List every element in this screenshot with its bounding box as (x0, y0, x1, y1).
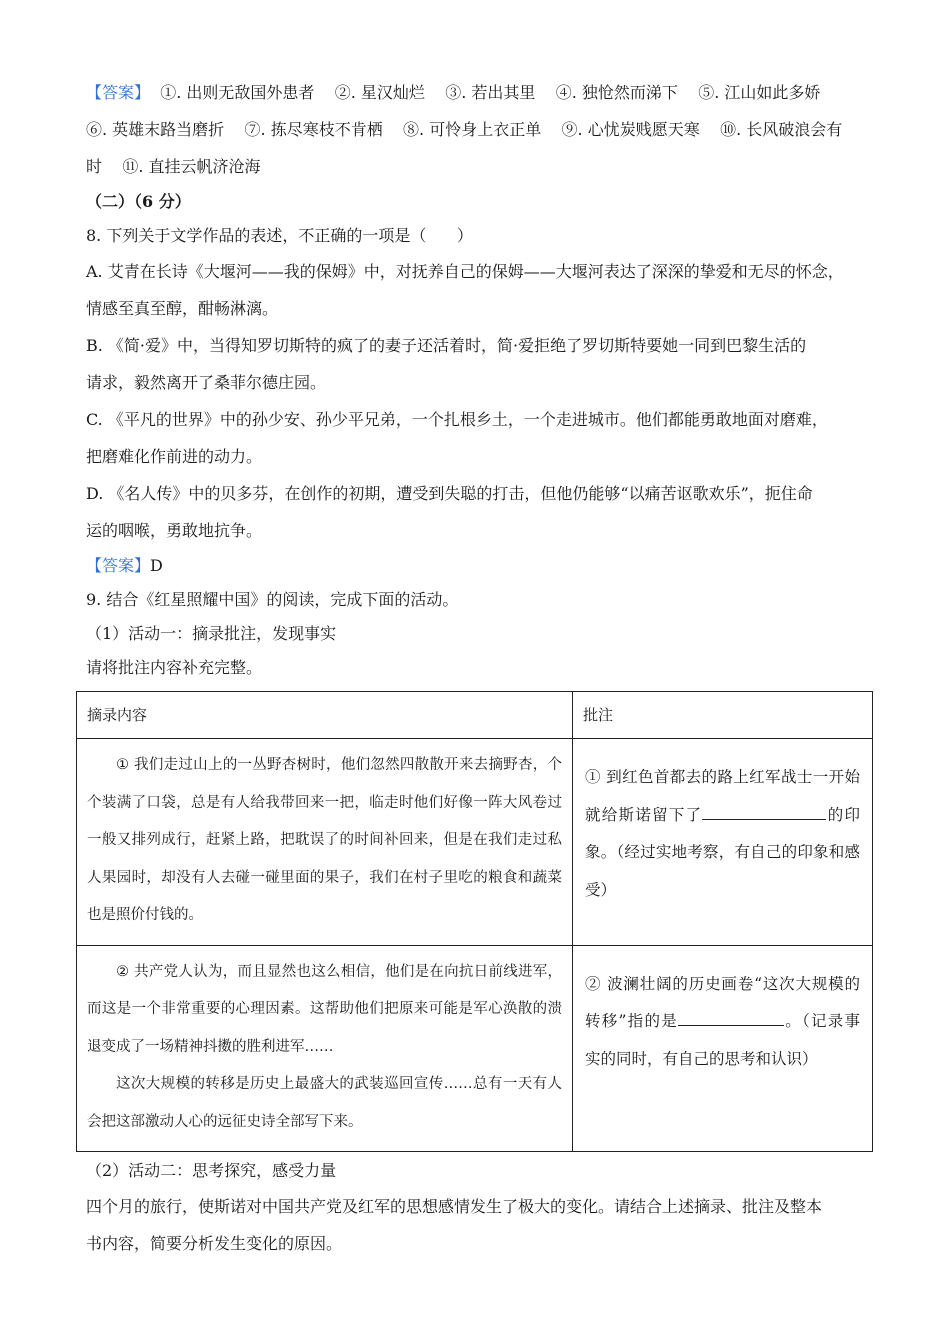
header-excerpt: 摘录内容 (77, 692, 573, 739)
question-8-option-a-line-1: A. 艾青在长诗《大堰河——我的保姆》中，对抚养自己的保姆——大堰河表达了深深的挚爱和无尽的怀念， (86, 262, 844, 281)
note-2-text (585, 966, 860, 1079)
question-9-activity-2-line-2: 书内容，简要分析发生变化的原因。 (86, 1234, 343, 1253)
question-8-option-d-line-1: D. 《名人传》中的贝多芬，在创作的初期，遭受到失聪的打击，但他仍能够“以痛苦讴歌欢乐”，扼住命 (86, 484, 813, 503)
header-note: 批注 (573, 692, 873, 739)
excerpt-cell-1 (77, 739, 573, 946)
question-9-activity-1: （1）活动一：摘录批注，发现事实 (86, 624, 337, 643)
answer-tag: 【答案】 (86, 556, 151, 575)
fill-blank-1[interactable] (702, 801, 826, 820)
question-8-option-b-line-2: 请求，毅然离开了桑菲尔德庄园。 (86, 373, 327, 392)
section-title: （二）（6 分） (86, 192, 191, 211)
document-page (86, 74, 872, 1262)
note-1-before: ① 到红色首都去的路上红军战士一开始就给斯诺留下了 (585, 768, 860, 824)
table-row (77, 739, 873, 946)
question-8-option-c-line-2: 把磨难化作前进的动力。 (86, 447, 263, 466)
question-9-stem: 9. 结合《红星照耀中国》的阅读，完成下面的活动。 (86, 590, 459, 609)
question-8-option-a-line-2: 情感至真至醇，酣畅淋漓。 (86, 299, 279, 318)
answer-7-line-2: ⑥. 英雄末路当磨折 ⑦. 拣尽寒枝不肯栖 ⑧. 可怜身上衣正单 ⑨. 心忧炭贱愿天寒 ⑩. 长风破浪会有 (86, 120, 843, 139)
fill-blank-2[interactable] (678, 1007, 784, 1026)
note-2-before: ② 波澜壮阔的历史画卷“这次大规模的转移”指的是 (585, 974, 860, 1030)
question-8-answer-value: D (150, 556, 163, 575)
question-9-activity-2-line-1: 四个月的旅行，使斯诺对中国共产党及红军的思想感情发生了极大的变化。请结合上述摘录、批注及整本 (86, 1197, 823, 1216)
answer-7-line-1 (86, 74, 872, 111)
annotation-table-wrapper (76, 691, 872, 1152)
question-9-instruction: 请将批注内容补充完整。 (86, 658, 263, 677)
question-8-option-d-line-2: 运的咽喉，勇敢地抗争。 (86, 521, 263, 540)
question-8-option-b-line-1: B. 《简·爱》中，当得知罗切斯特的疯了的妻子还活着时，简·爱拒绝了罗切斯特要她一同到巴黎生活的 (86, 336, 807, 355)
question-9-activity-2: （2）活动二：思考探究，感受力量 (86, 1161, 337, 1180)
note-2-after: 。（记录事实的同时，有自己的思考和认识） (585, 1012, 860, 1068)
answer-7-line-3: 时 ⑪. 直挂云帆济沧海 (86, 157, 261, 176)
answer-tag: 【答案】 (86, 83, 151, 102)
note-1-after: 的印象。（经过实地考察，有自己的印象和感受） (585, 805, 860, 899)
question-8-answer (86, 549, 872, 583)
excerpt-2-paragraph-2: 这次大规模的转移是历史上最盛大的武装巡回宣传……总有一天有人会把这部激动人心的远征史诗全部写下来。 (87, 1076, 562, 1130)
note-cell-2 (573, 945, 873, 1152)
table-row (77, 945, 873, 1152)
table-header-row (77, 692, 873, 739)
question-8-option-c-line-1: C. 《平凡的世界》中的孙少安、孙少平兄弟，一个扎根乡土，一个走进城市。他们都能勇敢地面对磨难， (86, 410, 828, 429)
excerpt-cell-2 (77, 945, 573, 1152)
excerpt-2-paragraph-1: ② 共产党人认为，而且显然也这么相信，他们是在向抗日前线进军，而这是一个非常重要的心理因素。这帮助他们把原来可能是军心涣散的溃退变成了一场精神抖擞的胜利进军…… (87, 963, 562, 1055)
question-8-stem: 8. 下列关于文学作品的表述，不正确的一项是（ ） (86, 226, 473, 245)
answer-7-text-1: ①. 出则无敌国外患者 ②. 星汉灿烂 ③. 若出其里 ④. 独怆然而涕下 ⑤. 江山如此多娇 (150, 83, 821, 102)
annotation-table (76, 691, 873, 1152)
note-1-text (585, 759, 860, 909)
note-cell-1 (573, 739, 873, 946)
excerpt-1-text: ① 我们走过山上的一丛野杏树时，他们忽然四散散开来去摘野杏，个个装满了口袋，总是有人给我带回来一把，临走时他们好像一阵大风卷过一般又排列成行，赶紧上路，把耽误了的时间补回来，但是在我们走过私人果园时，却没有人去碰一碰里面的果子，我们在村子里吃的粮食和蔬菜也是照价付钱的。 (87, 757, 562, 923)
